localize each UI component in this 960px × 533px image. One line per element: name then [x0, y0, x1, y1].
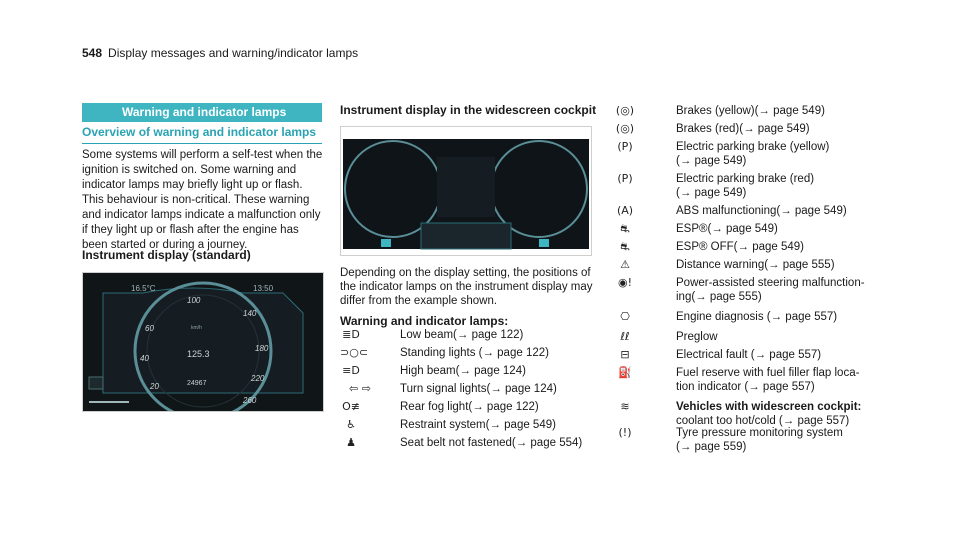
lamp-text: Preglow: [676, 331, 718, 343]
lamp-text: Standing lights (→ page 122): [400, 347, 549, 359]
parking-brake-red-icon: (P): [617, 172, 633, 185]
subsection-title: Overview of warning and indicator lamps: [82, 125, 322, 144]
widescreen-indicator-right: [539, 239, 549, 247]
high-beam-icon: ≡D: [342, 364, 360, 377]
section-title: Warning and indicator lamps: [122, 105, 287, 119]
lamp-list-middle: [340, 328, 600, 458]
widescreen-indicator-left: [381, 239, 391, 247]
lamp-text: ABS malfunctioning(→ page 549): [676, 205, 847, 217]
lamp-text: tion indicator (→ page 557): [676, 381, 815, 393]
lamp-text: (→ page 549): [676, 155, 747, 167]
page-header: [82, 46, 358, 60]
figure-standard-cluster: [82, 272, 324, 412]
low-beam-icon: ≣D: [342, 328, 360, 341]
brakes-red-icon: (◎): [615, 122, 635, 135]
tick-260: 260: [243, 396, 257, 405]
standing-lights-icon: ⊃○⊂: [340, 346, 369, 359]
lamp-text: ESP®(→ page 549): [676, 223, 778, 235]
rear-fog-icon: O≢: [342, 400, 360, 413]
preglow-icon: ℓℓ: [620, 330, 630, 343]
lamp-text: Brakes (red)(→ page 549): [676, 123, 810, 135]
lamp-list-right: [614, 104, 904, 464]
lamp-text: coolant too hot/cold (→ page 557): [676, 415, 850, 427]
lamp-text: Tyre pressure monitoring system: [676, 427, 843, 439]
lamp-text: Electric parking brake (yellow): [676, 141, 830, 153]
coolant-icon: ≋: [620, 400, 630, 413]
distance-warning-icon: ⚠: [620, 258, 630, 271]
speed-unit: km/h: [191, 325, 202, 331]
lamp-text: Electric parking brake (red): [676, 173, 815, 185]
tick-20: 20: [150, 382, 159, 391]
fuel-reserve-icon: ⛽: [618, 366, 632, 379]
tick-40: 40: [140, 354, 149, 363]
heading-standard-display: Instrument display (standard): [82, 248, 251, 262]
electrical-fault-icon: ⊟: [620, 348, 630, 361]
lamp-text: High beam(→ page 124): [400, 365, 526, 377]
heading-widescreen: Instrument display in the widescreen cockpit: [340, 103, 597, 117]
speed-readout: 125.3: [187, 349, 210, 359]
seat-belt-icon: ♟: [346, 436, 356, 449]
lamp-text: ing(→ page 555): [676, 291, 762, 303]
lamp-text: Electrical fault (→ page 557): [676, 349, 822, 361]
lamp-text: Low beam(→ page 122): [400, 329, 524, 341]
widescreen-cluster-svg: [341, 127, 591, 255]
esp-off-icon: ⛐: [620, 240, 630, 253]
standard-cluster-svg: [83, 273, 323, 411]
page-header-title: Display messages and warning/indicator lamps: [108, 46, 359, 60]
tick-220: 220: [251, 374, 265, 383]
cluster-temp: 16.5°C: [131, 284, 156, 293]
lamp-text: (→ page 559): [676, 441, 747, 453]
lamp-text: Seat belt not fastened(→ page 554): [400, 437, 583, 449]
turn-signal-icon: ⇦ ⇨: [349, 382, 371, 395]
lamp-text: Brakes (yellow)(→ page 549): [676, 105, 825, 117]
section-title-bar: [82, 103, 322, 122]
lamp-text: Engine diagnosis (→ page 557): [676, 311, 838, 323]
widescreen-caption: Depending on the display setting, the positions of the indicator lamps on the instrument display may differ from the example shown.: [340, 267, 593, 307]
lamp-text: (→ page 549): [676, 187, 747, 199]
abs-icon: (A): [616, 204, 634, 217]
page-number: 548: [82, 46, 103, 60]
lamp-text: Power-assisted steering malfunction-: [676, 277, 865, 289]
tick-100: 100: [187, 296, 201, 305]
lamp-text: Restraint system(→ page 549): [400, 419, 556, 431]
tyre-pressure-icon: (!): [618, 426, 632, 439]
figure-widescreen-cluster: [340, 126, 592, 256]
tick-180: 180: [255, 344, 269, 353]
lamp-text: ESP® OFF(→ page 549): [676, 241, 804, 253]
lamp-text: Distance warning(→ page 555): [676, 259, 835, 271]
engine-diagnosis-icon: ⎔: [620, 310, 630, 323]
cluster-time: 13:50: [253, 284, 274, 293]
tick-140: 140: [243, 309, 257, 318]
brakes-yellow-icon: (◎): [615, 104, 635, 117]
lamp-text: Turn signal lights(→ page 124): [400, 383, 557, 395]
esp-icon: ⛐: [620, 222, 630, 235]
intro-paragraph: Some systems will perform a self-test when the ignition is switched on. Some warning and indicator lamps may briefly light up or flash. This behaviour is non-critical. These warning and indicator lamps indicate a malfunction only if they light up or flash after the engine has been started or during a journey.: [82, 149, 323, 251]
odometer: 24967: [187, 380, 207, 387]
tick-60: 60: [145, 324, 154, 333]
lamp-text-bold: Vehicles with widescreen cockpit:: [676, 401, 862, 413]
lamp-text: Fuel reserve with fuel filler flap loca-: [676, 367, 860, 379]
cluster-warning-icon: [89, 377, 103, 389]
lamp-text: Rear fog light(→ page 122): [400, 401, 539, 413]
restraint-system-icon: ♿: [346, 418, 356, 431]
steering-malfunction-icon: ◉!: [617, 276, 632, 289]
parking-brake-yellow-icon: (P): [617, 140, 633, 153]
lamps-heading: Warning and indicator lamps:: [340, 314, 509, 328]
